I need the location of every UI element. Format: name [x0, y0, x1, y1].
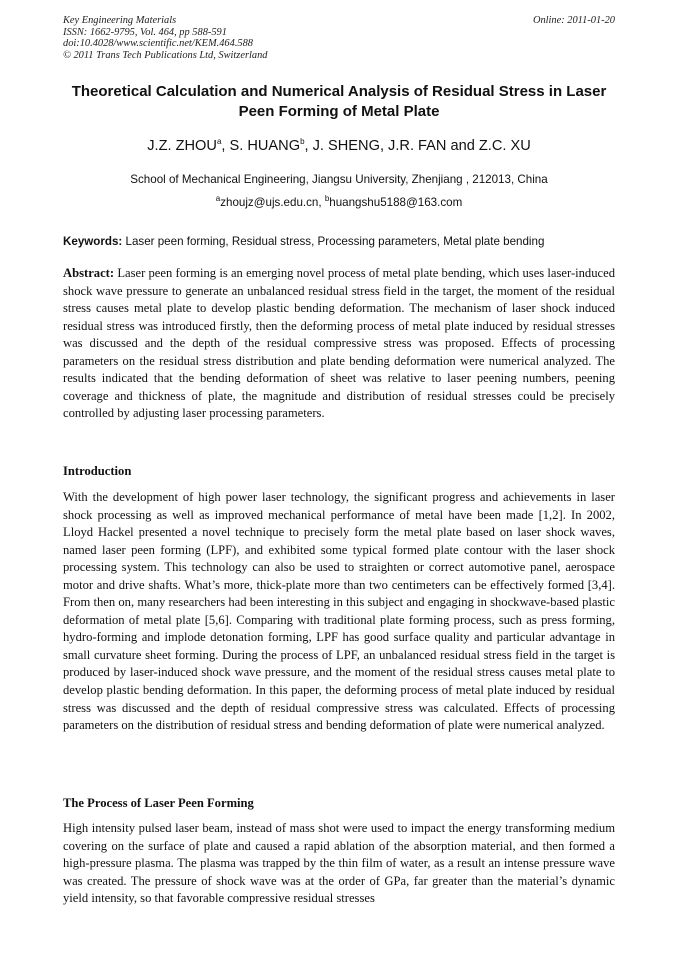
email-list: $^a$zhoujz@ujs.edu.cn, $^b$huangshu5188@163.com	[215, 194, 463, 209]
copyright-line: © 2011 Trans Tech Publications Ltd, Switzerland	[63, 49, 268, 61]
email-superscript: b	[324, 194, 330, 204]
abstract	[63, 265, 615, 423]
journal-header	[63, 15, 615, 61]
email-superscript: a	[215, 194, 221, 204]
abstract-label: Abstract:	[63, 266, 115, 280]
paper-title: Theoretical Calculation and Numerical Analysis of Residual Stress in Laser Peen Forming of Metal Plate	[71, 83, 607, 120]
keywords-label: Keywords:	[63, 235, 123, 248]
affiliation: School of Mechanical Engineering, Jiangsu University, Zhenjiang , 212013, China	[130, 173, 548, 186]
author-superscript: b	[300, 137, 305, 147]
author-name: S. HUANG	[229, 138, 301, 154]
author-name: J.Z. ZHOU	[147, 138, 217, 154]
keywords-text: Laser peen forming, Residual stress, Processing parameters, Metal plate bending	[125, 235, 545, 248]
issn-line: ISSN: 1662-9795, Vol. 464, pp 588-591	[63, 26, 227, 38]
abstract-text: Laser peen forming is an emerging novel process of metal plate bending, which uses laser-induced shock wave pressure to generate an unbalanced residual stress field in the target, the moment of the residual stress causes metal plate to develop plastic bending deformation. The mechanism of laser shock induced residual stress was introduced firstly, then the deforming process of metal plate induced by residual stresses was discussed and the depth of the residual compressive stress was proposed. Effects of processing parameters on the residual stress distribution and plate bending deformation were numerical analyzed. The results indicated that the bending deformation of sheet was relative to laser peening numbers, peening coverage and thickness of plate, the magnitude and distribution of residual stresses could be precisely controlled by adjusting laser processing parameters.	[63, 266, 616, 421]
keywords-line	[63, 234, 615, 249]
journal-name: Key Engineering Materials	[63, 15, 177, 26]
doi-line: doi:10.4028/www.scientific.net/KEM.464.588	[63, 38, 253, 50]
author-superscript: a	[216, 137, 222, 147]
email-address[interactable]: huangshu5188@163.com	[329, 196, 463, 209]
author-list: J.Z. ZHOU$^a$, S. HUANG$^b$, J. SHENG, J.R. FAN and Z.C. XU	[147, 137, 531, 154]
process-paragraph: High intensity pulsed laser beam, instead of mass shot were used to impact the energy transforming medium covering on the surface of plate and caused a rapid ablation of the absorption material, and then formed a high-pressure plasma. The plasma was trapped by the thin film of water, as a result an intense pressure wave was created. The pressure of shock wave was at the order of GPa, far greater than the material’s dynamic yield intensity, so that favorable compressive residual stresses	[63, 821, 615, 906]
section-heading-introduction: Introduction	[63, 464, 132, 478]
email-address[interactable]: zhoujz@ujs.edu.cn	[220, 196, 319, 209]
author-name: J. SHENG	[312, 138, 380, 154]
online-date: Online: 2011-01-20	[532, 15, 615, 26]
introduction-paragraph: With the development of high power laser technology, the significant progress and achievements in laser shock processing as well as improved mechanical performance of metal have been made [1,2]. In 2002, Lloyd Hackel presented a novel technique to precisely form the metal plate based on laser shock waves, named laser peen forming (LPF), and exhibited some typical formed plate contour with the laser shock processing system. This technology can also be used to straighten or correct automotive panel, aerospace motor and drive shafts. What’s more, thick-plate more than two centimeters can be effectively formed [3,4]. From then on, many researchers had been interesting in this subject and engaging in shockwave-based plastic deformation of metal plate [5,6]. Comparing with traditional plate forming process, such as press forming, hydro-forming and implode detonation forming, LPF has good surface quality and particular advantage in small curvature sheet forming. During the process of LPF, an unbalanced residual stress field in the target is produced by laser-induced shock wave pressure, and the moment of the residual stress causes metal plate to develop plastic bending deformation. In this paper, the deforming process of metal plate induced by residual stress was discussed and the depth of residual compressive stress was calculated. Effects of processing parameters on the distribution of residual stress and bending deformation of plate were numerical analyzed.	[63, 490, 615, 733]
section-heading-process: The Process of Laser Peen Forming	[63, 796, 254, 810]
author-name: J.R. FAN and Z.C. XU	[388, 138, 531, 154]
